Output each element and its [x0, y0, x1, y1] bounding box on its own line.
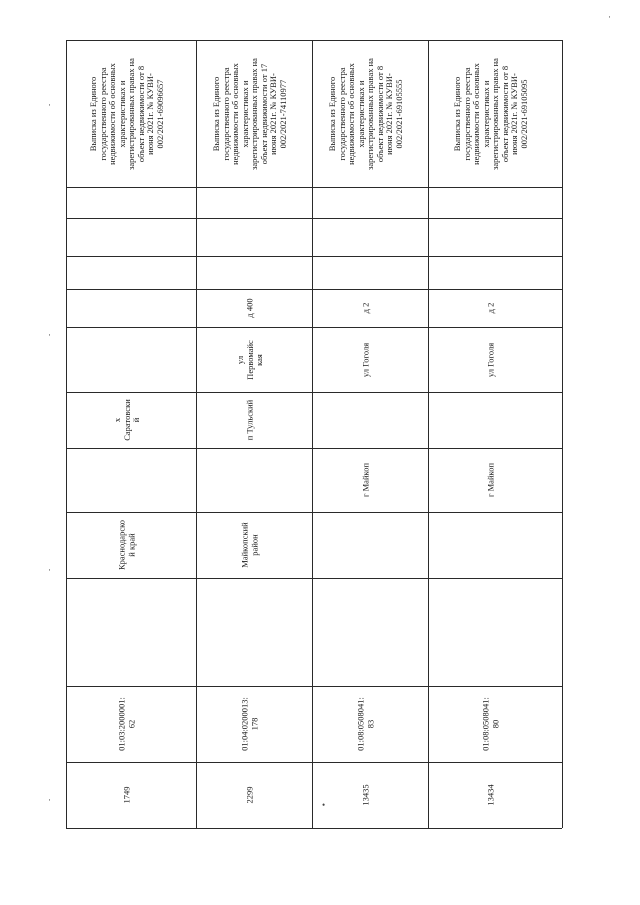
- margin-mark: ·: [48, 100, 51, 110]
- table-cell-cadastral: 01:08:0508041: 83: [355, 697, 375, 751]
- table-cell-district: Майкопский район: [239, 522, 259, 568]
- table-cell-street: ул Гоголя: [485, 342, 496, 377]
- table-border-vertical: [312, 40, 313, 828]
- table-cell-document: Выписка из Единого государственного реестра недвижимости об основных характеристиках и зарегистрированных правах на объект недвижимости от 8 июня 2021г. № КУВИ- 002/2021-69105095: [452, 57, 529, 170]
- table-border-horizontal: [66, 327, 562, 328]
- margin-mark: ·: [48, 330, 51, 340]
- table-border-horizontal: [66, 392, 562, 393]
- table-border-horizontal: [66, 828, 562, 829]
- table-cell-house: д 2: [360, 302, 371, 314]
- table-border-horizontal: [66, 686, 562, 687]
- table-cell-region: Краснодарско й край: [116, 519, 136, 571]
- margin-mark: ·: [48, 795, 51, 805]
- table-cell-street: ул Первомайс кая: [234, 339, 264, 380]
- table-cell-settlement: х Саратовски й: [111, 399, 141, 441]
- table-border-horizontal: [66, 256, 562, 257]
- table-border-vertical: [428, 40, 429, 828]
- table-border-horizontal: [66, 289, 562, 290]
- table-border-horizontal: [66, 578, 562, 579]
- margin-mark: •: [322, 800, 326, 810]
- table-border-vertical: [562, 40, 563, 828]
- table-border-horizontal: [66, 512, 562, 513]
- table-cell-city: г Майкоп: [485, 463, 496, 497]
- table-cell-cadastral: 01:08:0508041: 80: [480, 697, 500, 751]
- margin-mark: ·: [48, 565, 51, 575]
- margin-mark: ·: [608, 12, 611, 22]
- table-border-horizontal: [66, 762, 562, 763]
- table-border-horizontal: [66, 218, 562, 219]
- table-cell-document: Выписка из Единого государственного реестра недвижимости об основных характеристиках и зарегистрированных правах на объект недвижимости от 17 июня 2021г. № КУВИ- 002/2021-74110977: [211, 57, 288, 170]
- table-border-horizontal: [66, 40, 562, 41]
- table-cell-number: 13435: [360, 784, 371, 806]
- table-cell-street: ул Гоголя: [360, 342, 371, 377]
- table-border-horizontal: [66, 448, 562, 449]
- table-cell-house: д 400: [244, 298, 255, 318]
- table-cell-settlement: п Тульский: [244, 399, 255, 441]
- table-border-vertical: [66, 40, 67, 828]
- table-cell-document: Выписка из Единого государственного реестра недвижимости об основных характеристиках и зарегистрированных правах на объект недвижимости от 8 июня 2021г. № КУВИ- 002/2021-69096657: [88, 57, 165, 170]
- table-cell-house: д 2: [485, 302, 496, 314]
- table-border-horizontal: [66, 187, 562, 188]
- table-cell-cadastral: 01:03:2000001: 62: [116, 697, 136, 751]
- table-cell-number: 2299: [244, 786, 255, 804]
- table-border-vertical: [196, 40, 197, 828]
- table-cell-city: г Майкоп: [360, 463, 371, 497]
- table-cell-number: 1749: [121, 786, 132, 804]
- table-cell-document: Выписка из Единого государственного реестра недвижимости об основных характеристиках и зарегистрированных правах на объект недвижимости от 8 июня 2021г. № КУВИ- 002/2021-69105555: [327, 57, 404, 170]
- table-cell-number: 13434: [485, 784, 496, 806]
- table-cell-cadastral: 01:04:0200013: 178: [239, 697, 259, 751]
